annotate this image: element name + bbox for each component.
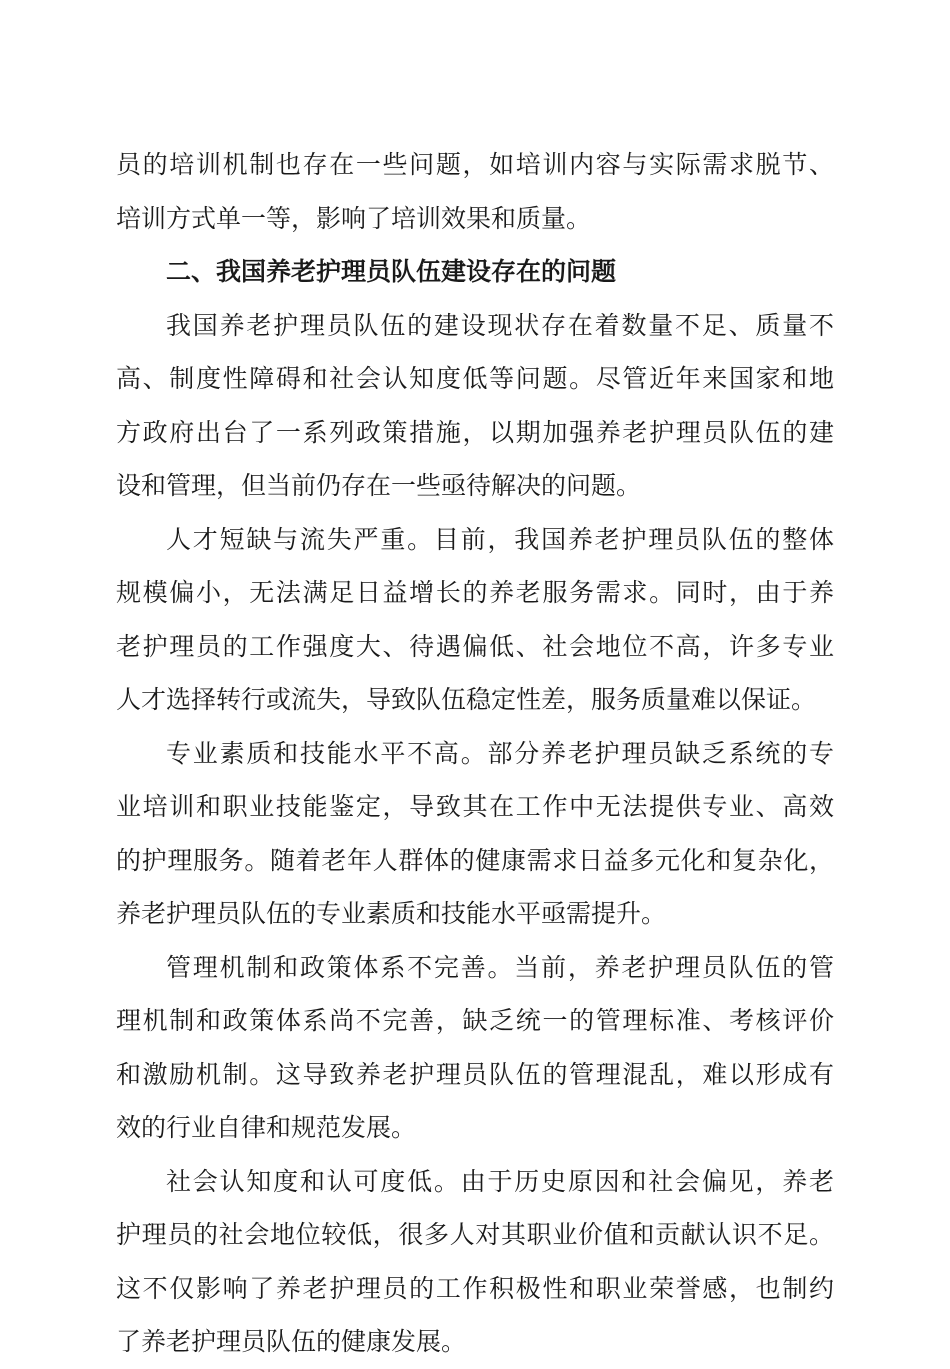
document-body (116, 138, 834, 1369)
paragraph-line: 高、制度性障碍和社会认知度低等问题。尽管近年来国家和地 (116, 364, 834, 393)
paragraph-line: 和激励机制。这导致养老护理员队伍的管理混乱，难以形成有 (116, 1059, 834, 1089)
paragraph-line: 理机制和政策体系尚不完善，缺乏统一的管理标准、考核评价 (116, 1006, 834, 1035)
paragraph-line: 员的培训机制也存在一些问题，如培训内容与实际需求脱节、 (116, 150, 834, 179)
paragraph-line: 培训方式单一等，影响了培训效果和质量。 (116, 203, 592, 233)
paragraph-line: 养老护理员队伍的专业素质和技能水平亟需提升。 (116, 899, 667, 928)
paragraph-line: 护理员的社会地位较低，很多人对其职业价值和贡献认识不足。 (116, 1220, 834, 1249)
paragraph-line: 设和管理，但当前仍存在一些亟待解决的问题。 (116, 471, 642, 500)
section-heading: 二、我国养老护理员队伍建设存在的问题 (166, 257, 617, 286)
paragraph-line: 人才短缺与流失严重。目前，我国养老护理员队伍的整体 (166, 524, 834, 554)
paragraph-line: 人才选择转行或流失，导致队伍稳定性差，服务质量难以保证。 (116, 685, 817, 714)
paragraph-line: 这不仅影响了养老护理员的工作积极性和职业荣誉感，也制约 (116, 1273, 834, 1303)
paragraph-line: 效的行业自律和规范发展。 (116, 1113, 417, 1142)
paragraph-line: 了养老护理员队伍的健康发展。 (116, 1327, 467, 1356)
paragraph-line: 专业素质和技能水平不高。部分养老护理员缺乏系统的专 (166, 738, 834, 768)
paragraph-line: 社会认知度和认可度低。由于历史原因和社会偏见，养老 (166, 1166, 834, 1196)
paragraph-line: 老护理员的工作强度大、待遇偏低、社会地位不高，许多专业 (116, 631, 834, 661)
paragraph-line: 规模偏小，无法满足日益增长的养老服务需求。同时，由于养 (116, 578, 834, 607)
paragraph-line: 业培训和职业技能鉴定，导致其在工作中无法提供专业、高效 (116, 792, 834, 821)
paragraph-line: 方政府出台了一系列政策措施，以期加强养老护理员队伍的建 (116, 417, 834, 447)
paragraph-line: 的护理服务。随着老年人群体的健康需求日益多元化和复杂化， (116, 845, 834, 875)
paragraph-line: 我国养老护理员队伍的建设现状存在着数量不足、质量不 (166, 310, 834, 340)
paragraph-line: 管理机制和政策体系不完善。当前，养老护理员队伍的管 (166, 952, 834, 982)
